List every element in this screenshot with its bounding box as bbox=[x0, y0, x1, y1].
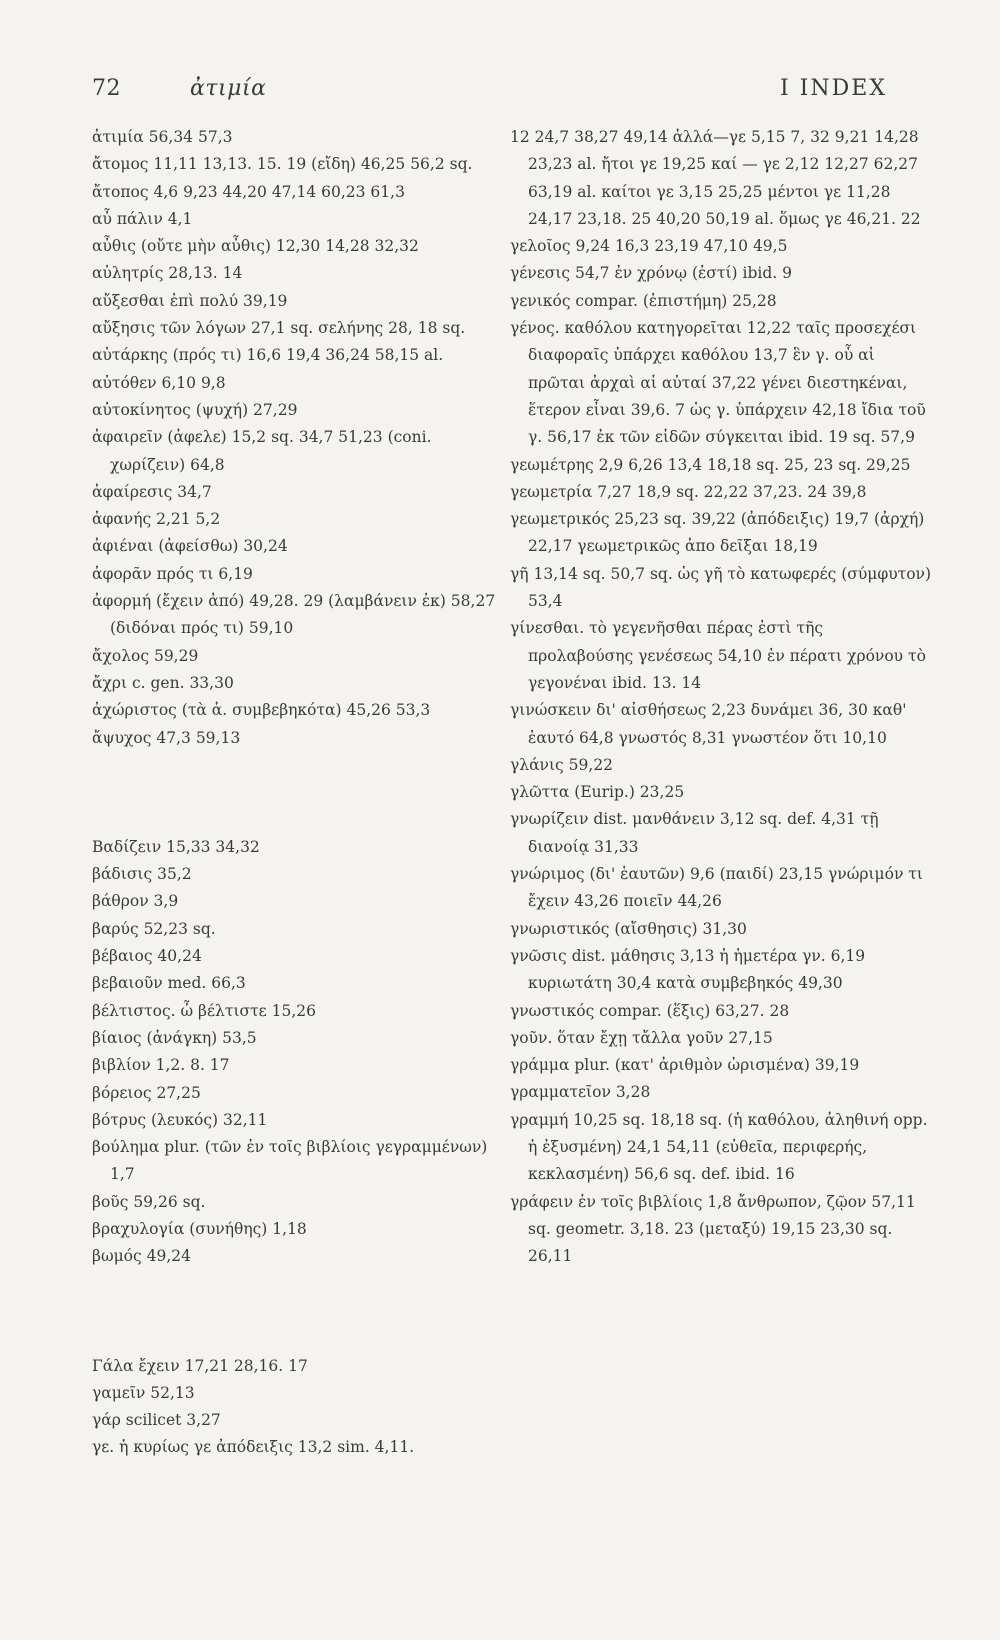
index-entry: γνωρίζειν dist. μανθάνειν 3,12 sq. def. 4,31 τῇ διανοίᾳ 31,33 bbox=[510, 810, 879, 856]
index-entry: γνώριμος (δι' ἑαυτῶν) 9,6 (παιδί) 23,15 γνώριμόν τι ἔχειν 43,26 ποιεῖν 44,26 bbox=[510, 865, 923, 911]
page-number: 72 bbox=[92, 76, 121, 101]
index-entry: ἄχρι c. gen. 33,30 bbox=[92, 673, 234, 692]
index-entry: γένος. καθόλου κατηγορεῖται 12,22 ταῖς προσεχέσι διαφοραῖς ὑπάρχει καθόλου 13,7 ἓν γ. οὗ αἱ πρῶται ἀρχαὶ αἱ αὐταί 37,22 γένει διεστηκέναι, ἕτερον εἶναι 39,6. 7 ὡς γ. ὑπάρχειν 42,18 ἴδια τοῦ γ. 56,17 ἐκ τῶν εἰδῶν σύγκειται ibid. 19 sq. 57,9 bbox=[510, 319, 926, 447]
index-entry: βίαιος (ἀνάγκη) 53,5 bbox=[92, 1028, 257, 1047]
index-entry: αὔξησις τῶν λόγων 27,1 sq. σελήνης 28, 18 sq. bbox=[92, 319, 466, 338]
index-entry: ἀφαιρεῖν (ἀφελε) 15,2 sq. 34,7 51,23 (coni. χωρίζειν) 64,8 bbox=[92, 428, 432, 474]
index-entry: γεωμέτρης 2,9 6,26 13,4 18,18 sq. 25, 23 sq. 29,25 bbox=[510, 455, 911, 474]
index-entry: γαμεῖν 52,13 bbox=[92, 1383, 195, 1402]
group-gap bbox=[92, 1271, 502, 1353]
index-entry: βάθρον 3,9 bbox=[92, 892, 179, 911]
running-head: ἀτιμία bbox=[190, 76, 267, 101]
index-entry: βόρειος 27,25 bbox=[92, 1083, 201, 1102]
alpha-entries bbox=[92, 124, 502, 752]
index-entry: γράμμα plur. (κατ' ἀριθμὸν ὡρισμένα) 39,19 bbox=[510, 1056, 860, 1075]
index-entry: γεωμετρία 7,27 18,9 sq. 22,22 37,23. 24 39,8 bbox=[510, 482, 867, 501]
index-entry: ἄτοπος 4,6 9,23 44,20 47,14 60,23 61,3 bbox=[92, 182, 405, 201]
index-entry: γελοῖος 9,24 16,3 23,19 47,10 49,5 bbox=[510, 237, 788, 256]
index-entry: ἄτομος 11,11 13,13. 15. 19 (εἴδη) 46,25 56,2 sq. bbox=[92, 155, 473, 174]
index-entry: βεβαιοῦν med. 66,3 bbox=[92, 974, 246, 993]
index-entry: ἀφιέναι (ἀφείσθω) 30,24 bbox=[92, 537, 288, 556]
index-entry: ἄχολος 59,29 bbox=[92, 646, 199, 665]
index-entry: γραμματεῖον 3,28 bbox=[510, 1083, 651, 1102]
index-entry: γίνεσθαι. τὸ γεγενῆσθαι πέρας ἐστὶ τῆς προλαβούσης γενέσεως 54,10 ἐν πέρατι χρόνου τὸ γεγονέναι ibid. 13. 14 bbox=[510, 619, 926, 692]
index-entry: γνωστικός compar. (ἕξις) 63,27. 28 bbox=[510, 1001, 790, 1020]
index-entry: βωμός 49,24 bbox=[92, 1247, 191, 1266]
index-entry: γενικός compar. (ἐπιστήμη) 25,28 bbox=[510, 291, 777, 310]
index-entry: ἀφορᾶν πρός τι 6,19 bbox=[92, 564, 253, 583]
gamma-entries bbox=[92, 1353, 502, 1462]
index-entry: γάρ scilicet 3,27 bbox=[92, 1411, 221, 1430]
index-entry: γε. ἡ κυρίως γε ἀπόδειξις 13,2 sim. 4,11. bbox=[92, 1438, 415, 1457]
index-entry: αὐτοκίνητος (ψυχή) 27,29 bbox=[92, 400, 298, 419]
index-entry: γῆ 13,14 sq. 50,7 sq. ὡς γῆ τὸ κατωφερές (σύμφυτον) 53,4 bbox=[510, 564, 932, 611]
right-column bbox=[510, 124, 932, 1270]
index-entry: βότρυς (λευκός) 32,11 bbox=[92, 1110, 268, 1129]
index-entry: γένεσις 54,7 ἐν χρόνῳ (ἐστί) ibid. 9 bbox=[510, 264, 792, 283]
index-entry: αὐλητρίς 28,13. 14 bbox=[92, 264, 243, 283]
index-entry: αὐτόθεν 6,10 9,8 bbox=[92, 373, 226, 392]
index-entry: αὖθις (οὔτε μὴν αὖθις) 12,30 14,28 32,32 bbox=[92, 237, 419, 256]
index-entry: ἀτιμία 56,34 57,3 bbox=[92, 128, 233, 146]
index-entry: ἀφανής 2,21 5,2 bbox=[92, 510, 221, 529]
index-title: I INDEX bbox=[780, 76, 887, 101]
index-entry: βοῦς 59,26 sq. bbox=[92, 1192, 206, 1211]
index-entry: ἀφαίρεσις 34,7 bbox=[92, 482, 212, 501]
beta-entries bbox=[92, 834, 502, 1271]
index-entry: αὐτάρκης (πρός τι) 16,6 19,4 36,24 58,15 al. bbox=[92, 346, 444, 365]
index-entry: γράφειν ἐν τοῖς βιβλίοις 1,8 ἄνθρωπον, ζῷον 57,11 sq. geometr. 3,18. 23 (μεταξύ) 19,15 23,30 sq. 26,11 bbox=[510, 1192, 916, 1266]
index-entry: γνῶσις dist. μάθησις 3,13 ἡ ἡμετέρα γν. 6,19 κυριωτάτη 30,4 κατὰ συμβεβηκός 49,30 bbox=[510, 946, 866, 993]
index-entry: ἀφορμή (ἔχειν ἀπό) 49,28. 29 (λαμβάνειν ἐκ) 58,27 (διδόναι πρός τι) 59,10 bbox=[92, 592, 496, 638]
index-entry: γραμμή 10,25 sq. 18,18 sq. (ἡ καθόλου, ἀληθινή opp. ἡ ἐξυσμένη) 24,1 54,11 (εὐθεῖα, περιφερής, κεκλασμένη) 56,6 sq. def. ibid. 16 bbox=[510, 1110, 928, 1184]
index-entry: Βαδίζειν 15,33 34,32 bbox=[92, 837, 260, 856]
index-entry: βέλτιστος. ὦ βέλτιστε 15,26 bbox=[92, 1001, 317, 1020]
index-entry: βαρύς 52,23 sq. bbox=[92, 919, 216, 938]
index-entry: γλάνις 59,22 bbox=[510, 755, 614, 774]
index-entry: 12 24,7 38,27 49,14 ἀλλά—γε 5,15 7, 32 9,21 14,28 23,23 al. ἤτοι γε 19,25 καί — γε 2,12 12,27 62,27 63,19 al. καίτοι γε 3,15 25,25 μέντοι γε 11,28 24,17 23,18. 25 40,20 50,19 al. ὅμως γε 46,21. 22 bbox=[510, 128, 921, 228]
group-gap bbox=[92, 752, 502, 834]
index-entry: αὔξεσθαι ἐπὶ πολύ 39,19 bbox=[92, 291, 288, 310]
index-entry: γοῦν. ὅταν ἔχῃ τἄλλα γοῦν 27,15 bbox=[510, 1028, 773, 1047]
index-entry: ἀχώριστος (τὰ ἀ. συμβεβηκότα) 45,26 53,3 bbox=[92, 701, 431, 720]
index-entry: ἄψυχος 47,3 59,13 bbox=[92, 728, 241, 747]
index-entry: βάδισις 35,2 bbox=[92, 865, 192, 884]
index-entry: Γάλα ἔχειν 17,21 28,16. 17 bbox=[92, 1356, 308, 1375]
index-entry: αὖ πάλιν 4,1 bbox=[92, 209, 193, 228]
index-entry: βιβλίον 1,2. 8. 17 bbox=[92, 1056, 230, 1075]
index-entry: βραχυλογία (συνήθης) 1,18 bbox=[92, 1219, 307, 1238]
index-entry: γνωριστικός (αἴσθησις) 31,30 bbox=[510, 919, 747, 938]
index-entry: γινώσκειν δι' αἰσθήσεως 2,23 δυνάμει 36, 30 καθ' ἑαυτό 64,8 γνωστός 8,31 γνωστέον ὅτι 10,10 bbox=[510, 701, 907, 747]
index-entry: βέβαιος 40,24 bbox=[92, 947, 202, 966]
index-entry: γεωμετρικός 25,23 sq. 39,22 (ἀπόδειξις) 19,7 (ἀρχή) 22,17 γεωμετρικῶς ἀπο δεῖξαι 18,19 bbox=[510, 510, 925, 556]
left-column bbox=[92, 124, 502, 1462]
index-entry: βούλημα plur. (τῶν ἐν τοῖς βιβλίοις γεγραμμένων) 1,7 bbox=[92, 1138, 488, 1184]
index-entry: γλῶττα (Eurip.) 23,25 bbox=[510, 783, 685, 802]
right-entries bbox=[510, 124, 932, 1270]
